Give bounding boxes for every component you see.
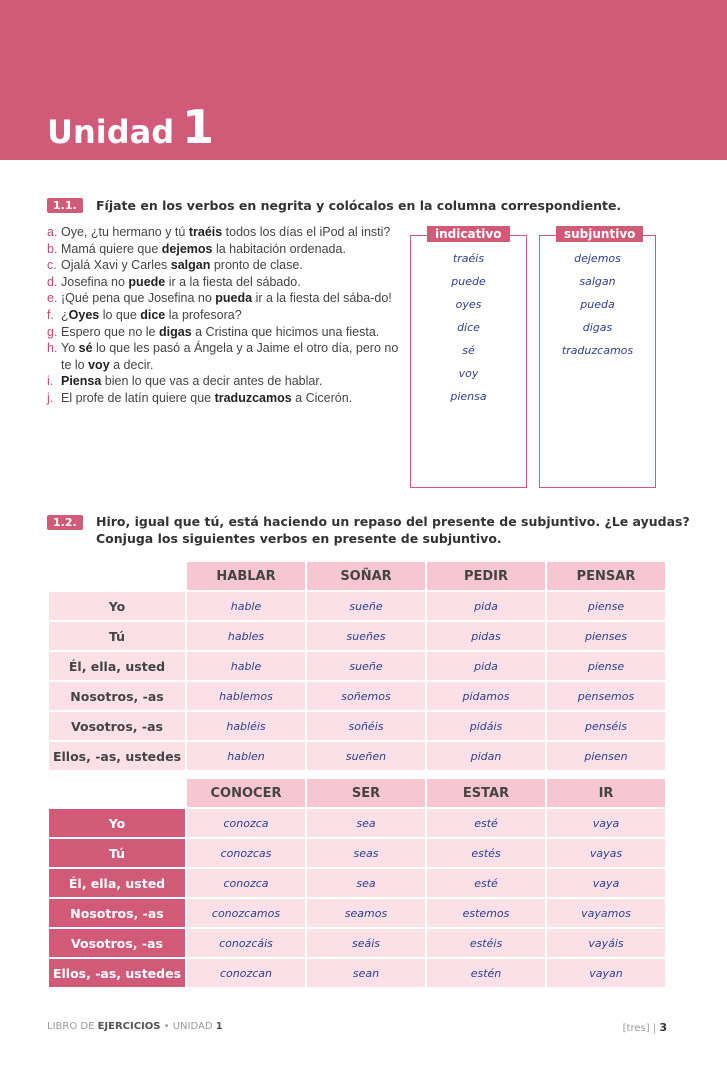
sentence-item: [47, 274, 402, 291]
verb-header: SER: [307, 779, 425, 807]
handwritten-answer: digas: [582, 321, 613, 334]
conjugation-answer: hablen: [187, 742, 305, 770]
exercise-number-1-1: 1.1.: [47, 198, 83, 213]
sentence-letter: g.: [47, 324, 58, 339]
exercise-1-2-line2: Conjuga los siguientes verbos en presente de subjuntivo.: [96, 531, 502, 546]
sentence-item: [47, 241, 402, 258]
conjugation-answer: conozca: [187, 869, 305, 897]
sentence-letter: e.: [47, 291, 58, 306]
table-corner: [49, 779, 185, 807]
verb-header: CONOCER: [187, 779, 305, 807]
handwritten-answer: dice: [457, 321, 480, 334]
indicativo-label: indicativo: [427, 226, 510, 242]
person-label: Yo: [49, 592, 185, 620]
conjugation-answer: estén: [427, 959, 545, 987]
table-row: [49, 959, 665, 987]
handwritten-answer: voy: [458, 367, 479, 380]
person-label: Él, ella, usted: [49, 652, 185, 680]
conjugation-answer: vayamos: [547, 899, 665, 927]
sentence-text: Mamá quiere que dejemos la habitación ordenada.: [61, 241, 346, 256]
conjugation-answer: estés: [427, 839, 545, 867]
conjugation-answer: vaya: [547, 809, 665, 837]
conjugation-answer: sea: [307, 809, 425, 837]
sentence-letter: i.: [47, 374, 54, 389]
conjugation-answer: vaya: [547, 869, 665, 897]
conjugation-answer: piense: [547, 652, 665, 680]
exercise-1-1-instruction: Fíjate en los verbos en negrita y colócalos en la columna correspondiente.: [96, 198, 622, 213]
conjugation-answer: esté: [427, 869, 545, 897]
table-row: [49, 652, 665, 680]
conjugation-answer: estéis: [427, 929, 545, 957]
sentence-text: ¡Qué pena que Josefina no pueda ir a la fiesta del sába-do!: [61, 291, 392, 306]
sentence-item: [47, 290, 402, 307]
conjugation-answer: pensemos: [547, 682, 665, 710]
unit-word: Unidad: [47, 113, 175, 151]
person-label: Ellos, -as, ustedes: [49, 959, 185, 987]
handwritten-answer: puede: [451, 275, 486, 288]
conjugation-answer: pidan: [427, 742, 545, 770]
conjugation-answer: pida: [427, 652, 545, 680]
conjugation-table-2: [47, 777, 667, 989]
table-row: [49, 929, 665, 957]
person-label: Ellos, -as, ustedes: [49, 742, 185, 770]
verb-header: HABLAR: [187, 562, 305, 590]
table-row: [49, 592, 665, 620]
sentence-text: ¿Oyes lo que dice la profesora?: [61, 307, 242, 322]
sentence-text: Piensa bien lo que vas a decir antes de hablar.: [61, 374, 323, 389]
conjugation-answer: seáis: [307, 929, 425, 957]
sentence-text: Josefina no puede ir a la fiesta del sábado.: [61, 274, 301, 289]
handwritten-answer: traéis: [452, 252, 485, 265]
conjugation-answer: conozcan: [187, 959, 305, 987]
conjugation-answer: hable: [187, 652, 305, 680]
conjugation-answer: sueñes: [307, 622, 425, 650]
person-label: Tú: [49, 622, 185, 650]
conjugation-answer: habléis: [187, 712, 305, 740]
conjugation-answer: conozcamos: [187, 899, 305, 927]
subjuntivo-column: [539, 227, 656, 488]
sentence-letter: j.: [47, 390, 54, 405]
sentence-item: [47, 324, 402, 341]
table-row: [49, 809, 665, 837]
sentence-letter: a.: [47, 225, 58, 239]
sentence-item: [47, 340, 402, 373]
conjugation-answer: pidáis: [427, 712, 545, 740]
sentence-letter: d.: [47, 274, 58, 289]
table-row: [49, 839, 665, 867]
table-row: [49, 622, 665, 650]
table-row: [49, 682, 665, 710]
unit-header-band: [0, 0, 727, 160]
sentence-item: [47, 390, 402, 407]
sentence-item: [47, 307, 402, 324]
verb-header: IR: [547, 779, 665, 807]
handwritten-answer: oyes: [455, 298, 482, 311]
sentence-text: Ojalá Xavi y Carles salgan pronto de clase.: [61, 258, 303, 273]
conjugation-answer: pidamos: [427, 682, 545, 710]
exercise-1-1-sentences: [47, 224, 402, 407]
handwritten-answer: salgan: [579, 275, 616, 288]
handwritten-answer: traduzcamos: [561, 344, 634, 357]
conjugation-answer: soñéis: [307, 712, 425, 740]
table-corner: [49, 562, 185, 590]
conjugation-answer: conozcas: [187, 839, 305, 867]
person-label: Nosotros, -as: [49, 682, 185, 710]
conjugation-answer: sea: [307, 869, 425, 897]
person-label: Nosotros, -as: [49, 899, 185, 927]
conjugation-answer: piensen: [547, 742, 665, 770]
subjuntivo-label: subjuntivo: [556, 226, 643, 242]
conjugation-answer: hable: [187, 592, 305, 620]
handwritten-answer: dejemos: [574, 252, 621, 265]
conjugation-answer: hables: [187, 622, 305, 650]
sentence-text: Oye, ¿tu hermano y tú traéis todos los días el iPod al insti?: [61, 225, 391, 239]
conjugation-answer: sean: [307, 959, 425, 987]
table-row: [49, 869, 665, 897]
table-row: [49, 742, 665, 770]
verb-header: ESTAR: [427, 779, 545, 807]
footer-left: LIBRO DE EJERCICIOS • UNIDAD 1: [47, 1021, 223, 1032]
conjugation-answer: sueñe: [307, 652, 425, 680]
verb-header: PENSAR: [547, 562, 665, 590]
sentence-text: Yo sé lo que les pasó a Ángela y a Jaime el otro día, pero no te lo voy a decir.: [61, 341, 399, 372]
conjugation-answer: esté: [427, 809, 545, 837]
indicativo-column: [410, 227, 527, 488]
conjugation-answer: vayas: [547, 839, 665, 867]
conjugation-answer: hablemos: [187, 682, 305, 710]
verb-header: PEDIR: [427, 562, 545, 590]
conjugation-answer: penséis: [547, 712, 665, 740]
sentence-letter: h.: [47, 341, 58, 356]
conjugation-answer: sueñen: [307, 742, 425, 770]
conjugation-answer: pida: [427, 592, 545, 620]
conjugation-answer: seamos: [307, 899, 425, 927]
sentence-item: [47, 257, 402, 274]
person-label: Vosotros, -as: [49, 929, 185, 957]
conjugation-answer: vayan: [547, 959, 665, 987]
conjugation-answer: piense: [547, 592, 665, 620]
verb-header: SOÑAR: [307, 562, 425, 590]
sentence-letter: c.: [47, 258, 57, 273]
conjugation-answer: vayáis: [547, 929, 665, 957]
table-row: [49, 899, 665, 927]
table-row: [49, 712, 665, 740]
unit-title: [47, 100, 214, 154]
handwritten-answer: sé: [462, 344, 475, 357]
page-footer: [47, 1021, 667, 1032]
handwritten-answer: piensa: [450, 390, 487, 403]
conjugation-answer: pidas: [427, 622, 545, 650]
conjugation-answer: seas: [307, 839, 425, 867]
person-label: Él, ella, usted: [49, 869, 185, 897]
conjugation-answer: conozcáis: [187, 929, 305, 957]
conjugation-answer: soñemos: [307, 682, 425, 710]
conjugation-answer: sueñe: [307, 592, 425, 620]
conjugation-answer: conozca: [187, 809, 305, 837]
unit-number: 1: [182, 100, 215, 154]
page-number: [tres] | 3: [622, 1021, 667, 1034]
person-label: Yo: [49, 809, 185, 837]
exercise-number-1-2: 1.2.: [47, 515, 83, 530]
sentence-text: Espero que no le digas a Cristina que hicimos una fiesta.: [61, 324, 380, 339]
person-label: Tú: [49, 839, 185, 867]
exercise-1-2-line1: Hiro, igual que tú, está haciendo un repaso del presente de subjuntivo. ¿Le ayudas?: [96, 514, 690, 529]
conjugation-answer: pienses: [547, 622, 665, 650]
conjugation-table-1: [47, 560, 667, 772]
sentence-item: [47, 224, 402, 241]
sentence-item: [47, 373, 402, 390]
person-label: Vosotros, -as: [49, 712, 185, 740]
sentence-letter: b.: [47, 241, 58, 256]
sentence-text: El profe de latín quiere que traduzcamos a Cicerón.: [61, 390, 353, 405]
exercise-1-2-instruction: [96, 513, 716, 547]
conjugation-answer: estemos: [427, 899, 545, 927]
handwritten-answer: pueda: [580, 298, 615, 311]
sentence-letter: f.: [47, 307, 54, 322]
